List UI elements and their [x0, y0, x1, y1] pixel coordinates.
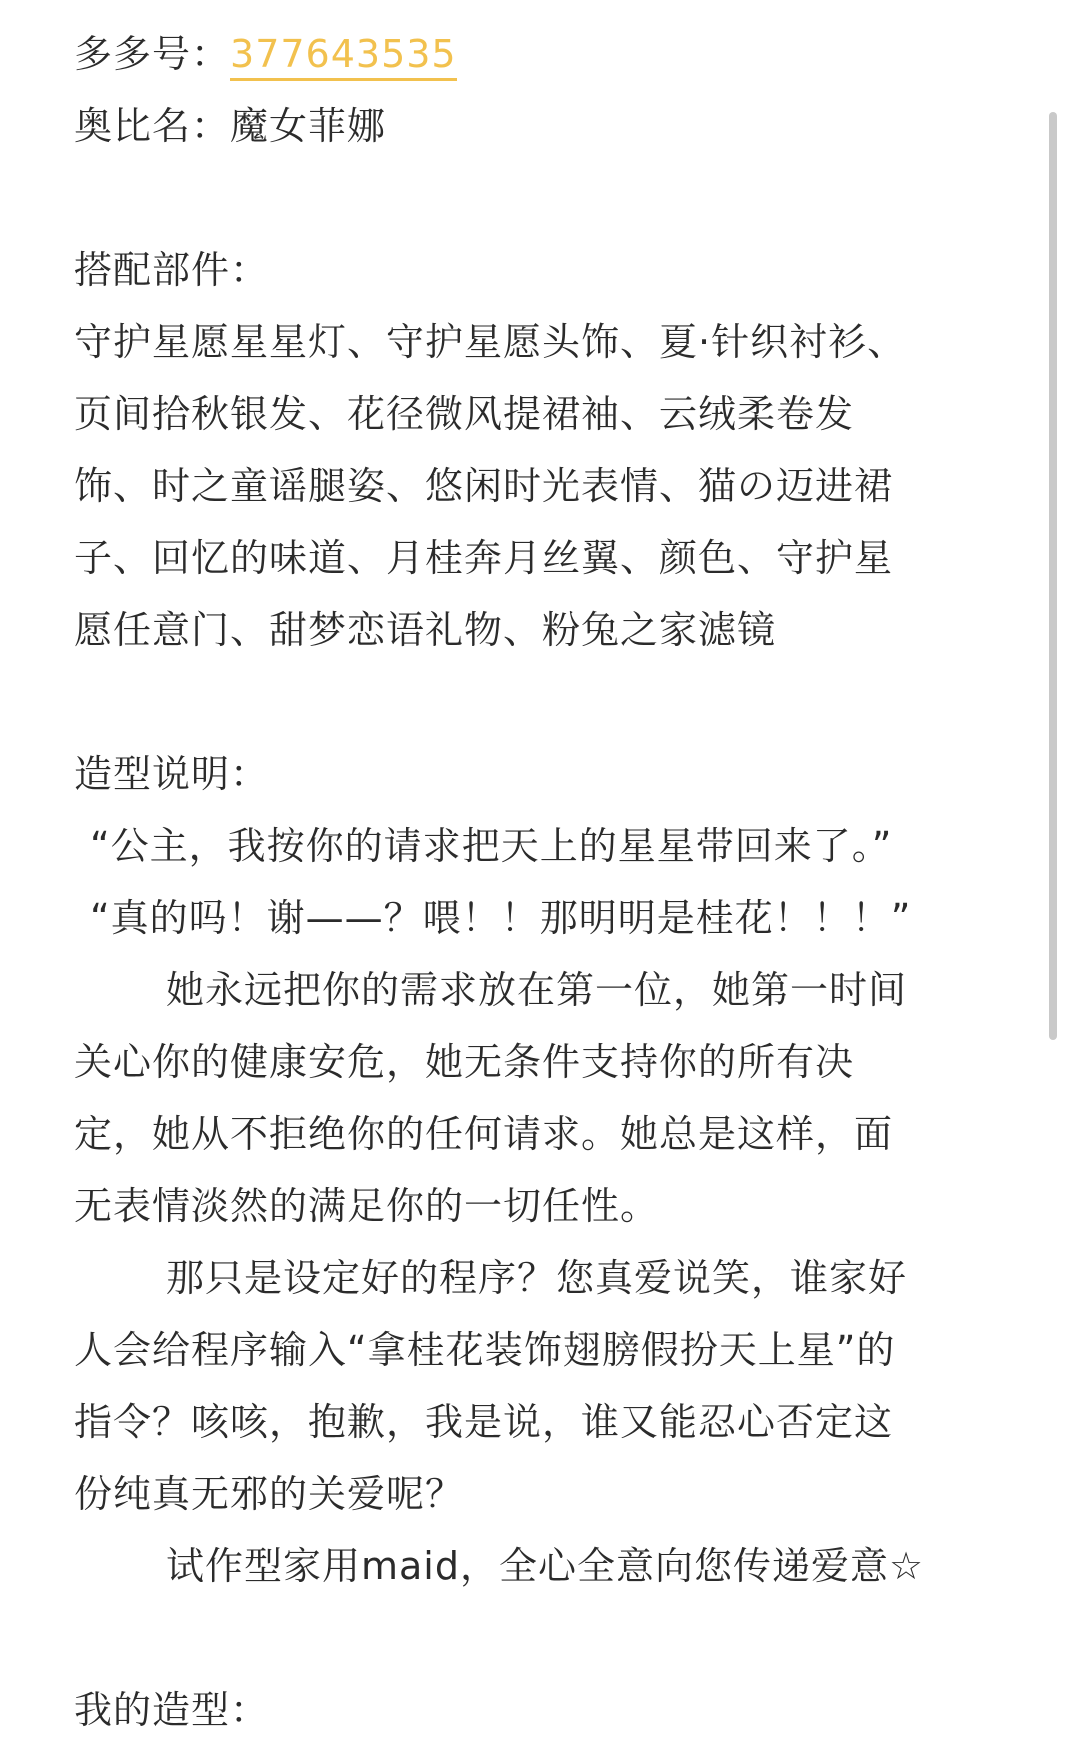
- paragraph-line: 关心你的健康安危，她无条件支持你的所有决: [74, 1040, 855, 1084]
- spacer: [74, 666, 1014, 738]
- quote-line: “真的吗！谢——？喂！！那明明是桂花！！！”: [90, 896, 912, 940]
- spacer: [74, 1602, 1014, 1674]
- paragraph-line: 那只是设定好的程序？您真爱说笑，谁家好: [166, 1256, 908, 1300]
- parts-line: 饰、时之童谣腿姿、悠闲时光表情、猫の迈进裙: [74, 464, 894, 508]
- post-content: [74, 18, 1014, 1746]
- paragraph-line: 无表情淡然的满足你的一切任性。: [74, 1184, 660, 1228]
- paragraph-line: 份纯真无邪的关爱呢？: [74, 1472, 465, 1516]
- description-paragraph: [74, 1242, 1014, 1530]
- duoduo-id-link[interactable]: 377643535: [230, 32, 457, 81]
- parts-line: 愿任意门、甜梦恋语礼物、粉兔之家滤镜: [74, 608, 777, 652]
- scrollbar-thumb[interactable]: [1049, 112, 1057, 1040]
- duoduo-id-row: [74, 18, 1014, 90]
- spacer: [74, 162, 1014, 234]
- parts-line: 守护星愿星星灯、守护星愿头饰、夏·针织衬衫、: [74, 320, 907, 364]
- duoduo-id-label: 多多号：: [74, 32, 231, 76]
- aobi-name-label: 奥比名：: [74, 104, 231, 148]
- description-paragraph: [74, 954, 1014, 1242]
- parts-line: 页间拾秋银发、花径微风提裙袖、云绒柔卷发: [74, 392, 855, 436]
- paragraph-line: 指令？咳咳，抱歉，我是说，谁又能忍心否定这: [74, 1400, 894, 1444]
- parts-heading: 搭配部件：: [74, 248, 270, 292]
- description-closing: 试作型家用maid，全心全意向您传递爱意☆: [166, 1544, 925, 1588]
- aobi-name-value: 魔女菲娜: [230, 104, 387, 148]
- description-heading: 造型说明：: [74, 752, 270, 796]
- parts-line: 子、回忆的味道、月桂奔月丝翼、颜色、守护星: [74, 536, 894, 580]
- paragraph-line: 她永远把你的需求放在第一位，她第一时间: [166, 968, 908, 1012]
- my-style-heading: 我的造型：: [74, 1688, 270, 1732]
- quote-line: “公主，我按你的请求把天上的星星带回来了。”: [90, 824, 893, 868]
- aobi-name-row: [74, 90, 1014, 162]
- parts-list: [74, 306, 1014, 666]
- paragraph-line: 人会给程序输入“拿桂花装饰翅膀假扮天上星”的: [74, 1328, 896, 1372]
- paragraph-line: 定，她从不拒绝你的任何请求。她总是这样，面: [74, 1112, 894, 1156]
